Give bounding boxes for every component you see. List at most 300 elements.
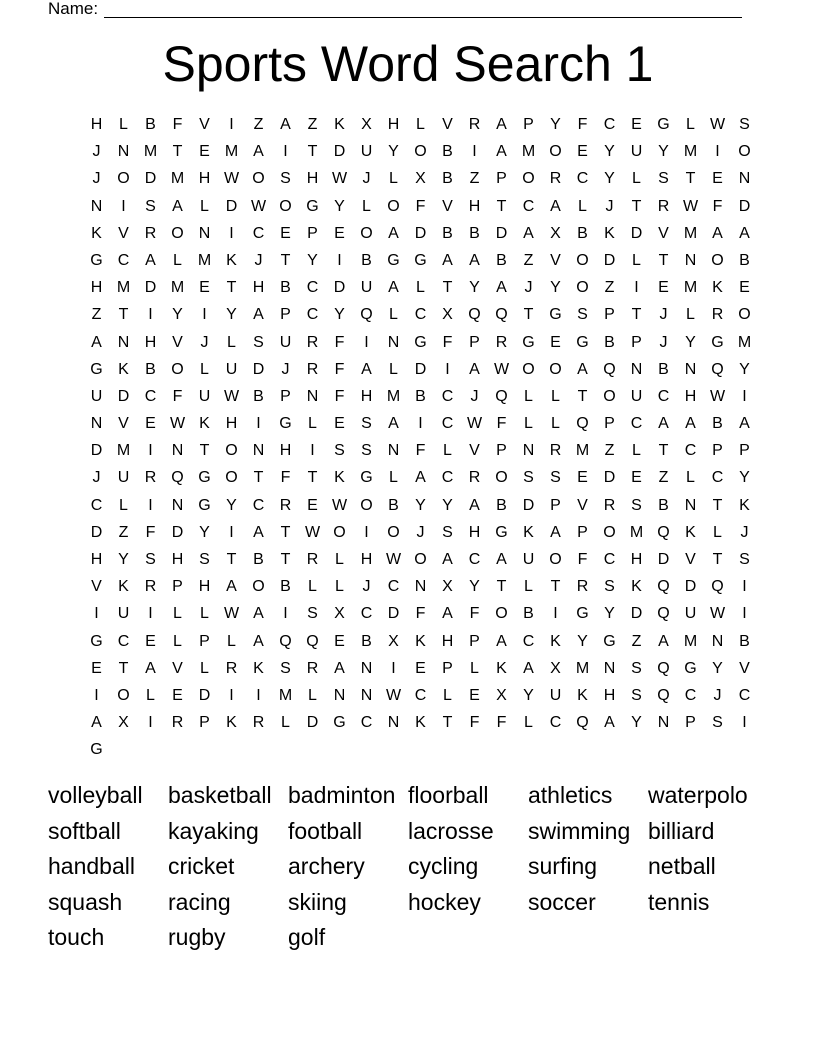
grid-letter[interactable]: O [576,279,589,297]
grid-letter[interactable]: K [631,578,642,596]
grid-letter[interactable]: Q [360,306,373,324]
grid-letter[interactable]: P [577,523,588,541]
grid-letter[interactable]: L [686,469,695,487]
grid-letter[interactable]: E [577,143,588,161]
grid-letter[interactable]: O [171,224,184,242]
grid-letter[interactable]: O [549,143,562,161]
grid-letter[interactable]: V [577,496,588,514]
grid-letter[interactable]: T [712,551,723,568]
grid-letter[interactable]: L [389,170,398,188]
grid-letter[interactable]: N [387,333,400,351]
grid-letter[interactable]: B [361,251,372,269]
grid-letter[interactable]: I [310,442,315,460]
grid-letter[interactable]: V [685,551,696,568]
grid-letter[interactable]: Q [576,714,589,732]
grid-letter[interactable]: H [252,279,265,297]
grid-letter[interactable]: D [414,360,427,378]
grid-letter[interactable]: B [280,279,291,297]
grid-letter[interactable]: D [414,224,427,242]
grid-letter[interactable]: R [306,659,319,677]
grid-letter[interactable]: O [414,143,427,161]
grid-letter[interactable]: J [200,333,209,351]
grid-letter[interactable]: N [630,360,643,378]
grid-letter[interactable]: L [524,415,533,433]
grid-letter[interactable]: F [469,714,480,732]
grid-letter[interactable]: F [496,415,507,433]
grid-letter[interactable]: H [630,551,643,568]
grid-letter[interactable]: H [279,442,292,460]
grid-letter[interactable]: L [362,197,371,215]
grid-letter[interactable]: J [713,686,722,704]
grid-letter[interactable]: U [630,143,643,161]
grid-letter[interactable]: P [172,578,183,596]
grid-letter[interactable]: S [334,442,345,460]
grid-letter[interactable]: T [496,197,507,215]
grid-letter[interactable]: N [171,442,184,460]
grid-letter[interactable]: H [198,578,211,596]
grid-letter[interactable]: T [118,659,129,677]
grid-letter[interactable]: G [684,659,697,677]
grid-letter[interactable]: Q [657,523,670,541]
grid-letter[interactable]: R [306,360,319,378]
grid-letter[interactable]: G [90,632,103,650]
grid-letter[interactable]: N [738,170,751,188]
grid-letter[interactable]: K [226,251,237,269]
grid-letter[interactable]: A [550,197,561,215]
grid-letter[interactable]: A [91,333,102,351]
grid-letter[interactable]: O [387,197,400,215]
grid-letter[interactable]: R [495,333,508,351]
grid-letter[interactable]: P [469,632,480,650]
grid-letter[interactable]: M [575,659,590,677]
grid-letter[interactable]: L [308,686,317,704]
grid-letter[interactable]: M [278,686,293,704]
grid-letter[interactable]: C [414,306,427,324]
grid-letter[interactable]: T [442,279,453,297]
grid-letter[interactable]: S [631,496,642,514]
grid-letter[interactable]: X [334,605,345,623]
grid-letter[interactable]: I [256,686,261,704]
grid-letter[interactable]: R [306,333,319,351]
grid-letter[interactable]: D [144,279,157,297]
grid-letter[interactable]: K [226,714,237,732]
grid-letter[interactable]: L [281,714,290,732]
grid-letter[interactable]: T [712,496,723,514]
grid-letter[interactable]: Q [711,360,724,378]
grid-letter[interactable]: J [281,360,290,378]
grid-letter[interactable]: I [283,605,288,623]
grid-letter[interactable]: W [223,605,240,623]
grid-letter[interactable]: L [713,523,722,541]
grid-letter[interactable]: N [171,496,184,514]
grid-letter[interactable]: S [280,170,291,188]
grid-letter[interactable]: W [682,197,699,215]
grid-letter[interactable]: C [144,387,157,405]
grid-letter[interactable]: I [283,143,288,161]
grid-letter[interactable]: F [415,605,426,623]
grid-letter[interactable]: C [252,224,265,242]
grid-letter[interactable]: D [171,523,184,541]
grid-letter[interactable]: Y [172,306,183,324]
grid-letter[interactable]: Y [334,197,345,215]
grid-letter[interactable]: O [360,496,373,514]
grid-letter[interactable]: Q [657,686,670,704]
grid-letter[interactable]: G [495,523,508,541]
grid-letter[interactable]: J [362,170,371,188]
grid-letter[interactable]: T [658,251,669,269]
grid-letter[interactable]: H [603,686,616,704]
grid-letter[interactable]: G [198,496,211,514]
grid-letter[interactable]: K [253,659,264,677]
grid-letter[interactable]: X [361,116,372,133]
grid-letter[interactable]: A [91,714,102,732]
grid-letter[interactable]: N [603,659,616,677]
grid-letter[interactable]: Y [469,578,480,596]
grid-letter[interactable]: N [198,224,211,242]
grid-letter[interactable]: L [335,551,344,568]
grid-letter[interactable]: Y [334,306,345,324]
grid-letter[interactable]: D [630,605,643,623]
grid-letter[interactable]: D [630,224,643,242]
grid-letter[interactable]: B [739,632,750,650]
grid-letter[interactable]: D [738,197,751,215]
grid-letter[interactable]: L [443,442,452,460]
grid-letter[interactable]: F [415,442,426,460]
grid-letter[interactable]: R [306,551,319,568]
grid-letter[interactable]: S [145,551,156,568]
grid-letter[interactable]: S [658,170,669,188]
grid-letter[interactable]: H [90,551,103,568]
grid-letter[interactable]: C [441,415,454,433]
grid-letter[interactable]: L [119,116,128,133]
grid-letter[interactable]: H [441,632,454,650]
grid-letter[interactable]: I [148,496,153,514]
grid-letter[interactable]: I [472,143,477,161]
grid-letter[interactable]: A [253,632,264,650]
grid-letter[interactable]: A [388,415,399,433]
grid-letter[interactable]: R [144,469,157,487]
grid-letter[interactable]: P [280,306,291,324]
grid-letter[interactable]: A [469,360,480,378]
grid-letter[interactable]: L [632,442,641,460]
grid-letter[interactable]: Z [604,279,615,297]
grid-letter[interactable]: Q [495,306,508,324]
grid-letter[interactable]: R [144,578,157,596]
grid-letter[interactable]: V [469,442,480,460]
grid-letter[interactable]: S [145,197,156,215]
grid-letter[interactable]: S [604,578,615,596]
grid-letter[interactable]: X [550,659,561,677]
grid-letter[interactable]: I [364,333,369,351]
grid-letter[interactable]: O [711,251,724,269]
grid-letter[interactable]: D [333,279,346,297]
grid-letter[interactable]: A [712,224,723,242]
grid-letter[interactable]: L [578,197,587,215]
grid-letter[interactable]: U [360,279,373,297]
grid-letter[interactable]: L [173,632,182,650]
grid-letter[interactable]: K [604,224,615,242]
grid-letter[interactable]: A [388,224,399,242]
grid-letter[interactable]: F [577,116,588,133]
grid-letter[interactable]: B [442,224,453,242]
grid-letter[interactable]: X [415,170,426,188]
grid-letter[interactable]: B [496,251,507,269]
grid-letter[interactable]: F [172,116,183,133]
grid-letter[interactable]: Z [91,306,102,324]
grid-letter[interactable]: L [173,251,182,269]
grid-letter[interactable]: W [331,496,348,514]
grid-letter[interactable]: W [223,170,240,188]
grid-letter[interactable]: C [549,714,562,732]
grid-letter[interactable]: Y [685,333,696,351]
grid-letter[interactable]: F [469,605,480,623]
grid-letter[interactable]: L [227,632,236,650]
grid-letter[interactable]: A [658,415,669,433]
grid-letter[interactable]: W [250,197,267,215]
grid-letter[interactable]: L [443,686,452,704]
grid-letter[interactable]: I [742,578,747,596]
grid-letter[interactable]: G [333,714,346,732]
grid-letter[interactable]: L [200,659,209,677]
grid-letter[interactable]: N [117,143,130,161]
grid-letter[interactable]: X [442,578,453,596]
grid-letter[interactable]: Y [604,143,615,161]
grid-letter[interactable]: E [280,224,291,242]
grid-letter[interactable]: K [550,632,561,650]
grid-letter[interactable]: A [550,523,561,541]
grid-letter[interactable]: Z [631,632,642,650]
grid-letter[interactable]: R [144,224,157,242]
grid-letter[interactable]: I [94,605,99,623]
name-field[interactable] [48,0,742,18]
grid-letter[interactable]: K [712,279,723,297]
grid-letter[interactable]: J [416,523,425,541]
grid-letter[interactable]: Y [577,632,588,650]
grid-letter[interactable]: K [118,578,129,596]
grid-letter[interactable]: L [200,360,209,378]
grid-letter[interactable]: J [254,251,263,269]
grid-letter[interactable]: T [253,469,264,487]
grid-letter[interactable]: L [686,306,695,324]
grid-letter[interactable]: D [198,686,211,704]
grid-letter[interactable]: R [711,306,724,324]
grid-letter[interactable]: L [686,116,695,133]
grid-letter[interactable]: N [333,686,346,704]
grid-letter[interactable]: E [91,659,102,677]
grid-letter[interactable]: M [683,224,698,242]
grid-letter[interactable]: A [388,279,399,297]
grid-letter[interactable]: C [360,714,373,732]
grid-letter[interactable]: V [658,224,669,242]
grid-letter[interactable]: L [119,496,128,514]
grid-letter[interactable]: Q [603,360,616,378]
grid-letter[interactable]: M [683,632,698,650]
grid-letter[interactable]: M [116,279,131,297]
grid-letter[interactable]: Y [415,496,426,514]
grid-letter[interactable]: W [709,116,726,133]
grid-letter[interactable]: P [199,714,210,732]
grid-letter[interactable]: V [442,197,453,215]
grid-letter[interactable]: P [604,415,615,433]
grid-letter[interactable]: E [577,469,588,487]
grid-letter[interactable]: Y [739,469,750,487]
grid-letter[interactable]: L [389,306,398,324]
grid-letter[interactable]: S [739,551,750,568]
grid-letter[interactable]: K [199,415,210,433]
grid-letter[interactable]: W [304,523,321,541]
grid-letter[interactable]: O [522,170,535,188]
grid-letter[interactable]: S [523,469,534,487]
grid-letter[interactable]: L [389,469,398,487]
grid-letter[interactable]: E [334,415,345,433]
grid-letter[interactable]: C [684,442,697,460]
grid-letter[interactable]: E [631,469,642,487]
grid-letter[interactable]: A [253,605,264,623]
grid-letter[interactable]: E [145,632,156,650]
grid-letter[interactable]: I [418,415,423,433]
grid-letter[interactable]: Y [469,279,480,297]
grid-letter[interactable]: K [334,469,345,487]
grid-letter[interactable]: S [280,659,291,677]
grid-letter[interactable]: P [685,714,696,732]
grid-letter[interactable]: N [684,360,697,378]
grid-letter[interactable]: C [117,251,130,269]
grid-letter[interactable]: D [306,714,319,732]
grid-letter[interactable]: C [306,279,319,297]
grid-letter[interactable]: N [522,442,535,460]
grid-letter[interactable]: O [252,578,265,596]
grid-letter[interactable]: M [170,279,185,297]
grid-letter[interactable]: O [333,523,346,541]
grid-letter[interactable]: J [524,279,533,297]
grid-letter[interactable]: L [173,605,182,623]
grid-letter[interactable]: A [685,415,696,433]
grid-letter[interactable]: S [253,333,264,351]
grid-letter[interactable]: E [172,686,183,704]
grid-letter[interactable]: T [523,306,534,324]
grid-letter[interactable]: K [91,224,102,242]
grid-letter[interactable]: W [169,415,186,433]
grid-letter[interactable]: O [603,387,616,405]
grid-letter[interactable]: T [118,306,129,324]
grid-letter[interactable]: T [226,279,237,297]
grid-letter[interactable]: T [685,170,696,188]
grid-letter[interactable]: O [225,469,238,487]
grid-letter[interactable]: D [603,251,616,269]
grid-letter[interactable]: Y [442,496,453,514]
grid-letter[interactable]: Y [712,659,723,677]
grid-letter[interactable]: W [493,360,510,378]
grid-letter[interactable]: Z [658,469,669,487]
grid-letter[interactable]: O [360,224,373,242]
grid-letter[interactable]: M [737,333,752,351]
grid-letter[interactable]: G [414,251,427,269]
grid-letter[interactable]: I [337,251,342,269]
grid-letter[interactable]: D [144,170,157,188]
grid-letter[interactable]: I [229,686,234,704]
grid-letter[interactable]: S [550,469,561,487]
grid-letter[interactable]: K [334,116,345,133]
grid-letter[interactable]: E [199,143,210,161]
grid-letter[interactable]: Y [388,143,399,161]
grid-letter[interactable]: A [496,143,507,161]
grid-letter[interactable]: O [549,551,562,568]
grid-letter[interactable]: X [442,306,453,324]
grid-letter[interactable]: G [198,469,211,487]
grid-letter[interactable]: K [415,714,426,732]
grid-letter[interactable]: B [388,496,399,514]
grid-letter[interactable]: A [442,251,453,269]
grid-letter[interactable]: B [712,415,723,433]
grid-letter[interactable]: B [658,360,669,378]
grid-letter[interactable]: R [468,469,481,487]
grid-letter[interactable]: I [148,306,153,324]
grid-letter[interactable]: L [146,686,155,704]
grid-letter[interactable]: U [117,605,130,623]
grid-letter[interactable]: G [279,415,292,433]
grid-letter[interactable]: I [202,306,207,324]
grid-letter[interactable]: I [553,605,558,623]
grid-letter[interactable]: E [469,686,480,704]
grid-letter[interactable]: P [469,333,480,351]
grid-letter[interactable]: V [172,333,183,351]
grid-letter[interactable]: I [148,442,153,460]
grid-letter[interactable]: H [90,116,103,133]
grid-letter[interactable]: M [116,442,131,460]
grid-letter[interactable]: U [630,387,643,405]
grid-letter[interactable]: N [117,333,130,351]
grid-letter[interactable]: H [198,170,211,188]
grid-letter[interactable]: S [199,551,210,568]
grid-letter[interactable]: N [252,442,265,460]
grid-letter[interactable]: G [576,333,589,351]
grid-letter[interactable]: K [739,496,750,514]
grid-letter[interactable]: A [604,714,615,732]
grid-letter[interactable]: T [280,523,291,541]
grid-letter[interactable]: Q [468,306,481,324]
grid-letter[interactable]: D [90,523,103,541]
grid-letter[interactable]: A [253,523,264,541]
grid-letter[interactable]: B [496,496,507,514]
grid-letter[interactable]: F [442,333,453,351]
grid-letter[interactable]: L [470,659,479,677]
grid-letter[interactable]: K [415,632,426,650]
grid-letter[interactable]: P [550,496,561,514]
grid-letter[interactable]: P [712,442,723,460]
grid-letter[interactable]: Y [739,360,750,378]
grid-letter[interactable]: I [121,197,126,215]
grid-letter[interactable]: C [441,469,454,487]
grid-letter[interactable]: N [306,387,319,405]
grid-letter[interactable]: H [468,197,481,215]
grid-letter[interactable]: M [197,251,212,269]
grid-letter[interactable]: D [252,360,265,378]
grid-letter[interactable]: L [335,578,344,596]
grid-letter[interactable]: T [442,714,453,732]
grid-letter[interactable]: M [683,279,698,297]
grid-letter[interactable]: A [172,197,183,215]
grid-letter[interactable]: O [225,442,238,460]
grid-letter[interactable]: M [629,523,644,541]
grid-letter[interactable]: F [334,360,345,378]
grid-letter[interactable]: M [575,442,590,460]
grid-letter[interactable]: I [256,415,261,433]
grid-letter[interactable]: O [495,469,508,487]
grid-letter[interactable]: P [496,442,507,460]
grid-letter[interactable]: I [148,714,153,732]
grid-letter[interactable]: P [496,170,507,188]
grid-letter[interactable]: G [576,605,589,623]
